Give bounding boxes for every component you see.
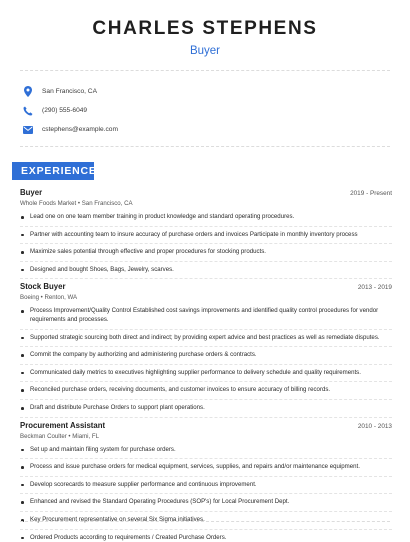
- bullet-item: Ordered Products according to requirements / Created Purchase Orders.: [20, 534, 392, 542]
- resume-header: [0, 0, 410, 58]
- bullet-item: Process and issue purchase orders for medical equipment, services, supplies, and repairs and/or maintenance equipment.: [20, 463, 392, 472]
- bullet-item: Communicated daily metrics to executives highlighting supplier performance to delivery schedule and quality requirements.: [20, 369, 392, 378]
- bullet-divider: [20, 261, 392, 262]
- bullet-divider: [20, 529, 392, 530]
- job-bullets: [20, 369, 392, 378]
- job-bullets: [20, 334, 392, 343]
- bullet-divider: [20, 364, 392, 365]
- bullet-divider: [20, 399, 392, 400]
- bullet-item: Process Improvement/Quality Control Established cost savings improvements and identified quality control procedures for vendor requirements and processes.: [20, 307, 392, 324]
- job-dates: 2019 - Present: [350, 190, 392, 197]
- job-title: Procurement Assistant: [20, 421, 105, 430]
- envelope-icon: [22, 124, 34, 136]
- job-bullets: [20, 248, 392, 257]
- bullet-divider: [20, 226, 392, 227]
- bullet-divider: [20, 458, 392, 459]
- job-bullets: [20, 498, 392, 507]
- job-bullets: [20, 307, 392, 324]
- job-bullets: [20, 213, 392, 222]
- job-divider: [20, 278, 392, 279]
- bullet-divider: [20, 346, 392, 347]
- job-company: Whole Foods Market • San Francisco, CA: [20, 199, 392, 209]
- contact-email: [20, 120, 390, 139]
- job-company: Beckman Coulter • Miami, FL: [20, 432, 392, 442]
- contact-location: [20, 82, 390, 101]
- bullet-item: Set up and maintain filing system for purchase orders.: [20, 446, 392, 455]
- bullet-divider: [20, 381, 392, 382]
- contact-phone-text: (290) 555-6049: [42, 107, 87, 114]
- job-title: Buyer: [20, 188, 42, 197]
- job-entry: [20, 188, 392, 274]
- contact-phone: [20, 101, 390, 120]
- bullet-item: Maximize sales potential through effective and proper procedures for stocking products.: [20, 248, 392, 257]
- job-divider: [20, 417, 392, 418]
- job-bullets: [20, 404, 392, 413]
- bullet-item: Develop scorecards to measure supplier performance and continuous improvement.: [20, 481, 392, 490]
- bullet-item: Partner with accounting team to insure accuracy of purchase orders and invoices Participate in monthly inventory process: [20, 231, 392, 240]
- job-bullets: [20, 446, 392, 455]
- job-bullets: [20, 266, 392, 275]
- bullet-divider: [20, 243, 392, 244]
- bullet-divider: [20, 511, 392, 512]
- candidate-title: Buyer: [0, 44, 410, 58]
- bullet-item: Commit the company by authorizing and administering purchase orders & contracts.: [20, 351, 392, 360]
- job-entry: [20, 421, 392, 542]
- job-entry: [20, 282, 392, 412]
- contact-list: [20, 82, 390, 139]
- bullet-item: Designed and bought Shoes, Bags, Jewelry, scarves.: [20, 266, 392, 275]
- bullet-item: Reconciled purchase orders, receiving documents, and customer invoices to ensure accuracy of billing records.: [20, 386, 392, 395]
- bullet-divider: [20, 476, 392, 477]
- contact-location-text: San Francisco, CA: [42, 88, 97, 95]
- candidate-name: CHARLES STEPHENS: [0, 18, 410, 40]
- section-heading-experience: EXPERIENCE: [12, 162, 94, 180]
- experience-list: [20, 188, 392, 542]
- job-dates: 2013 - 2019: [358, 284, 392, 291]
- job-bullets: [20, 231, 392, 240]
- phone-icon: [22, 105, 34, 117]
- footer-divider: [20, 521, 390, 522]
- job-bullets: [20, 534, 392, 542]
- map-pin-icon: [22, 86, 34, 98]
- job-bullets: [20, 463, 392, 472]
- contact-divider: [20, 146, 390, 147]
- job-bullets: [20, 386, 392, 395]
- contact-email-text: cstephens@example.com: [42, 126, 118, 133]
- bullet-item: Supported strategic sourcing both direct and indirect; by providing expert advice and best practices as well as remediate disputes.: [20, 334, 392, 343]
- bullet-divider: [20, 329, 392, 330]
- job-bullets: [20, 481, 392, 490]
- bullet-item: Enhanced and revised the Standard Operating Procedures (SOP's) for Local Procurement Dept.: [20, 498, 392, 507]
- job-bullets: [20, 351, 392, 360]
- bullet-item: Lead one on one team member training in product knowledge and standard operating procedures.: [20, 213, 392, 222]
- job-title: Stock Buyer: [20, 282, 66, 291]
- job-company: Boeing • Renton, WA: [20, 293, 392, 303]
- bullet-divider: [20, 493, 392, 494]
- header-divider: [20, 70, 390, 71]
- bullet-item: Draft and distribute Purchase Orders to support plant operations.: [20, 404, 392, 413]
- bullet-item: Key Procurement representative on several Six Sigma initiatives.: [20, 516, 392, 525]
- job-dates: 2010 - 2013: [358, 423, 392, 430]
